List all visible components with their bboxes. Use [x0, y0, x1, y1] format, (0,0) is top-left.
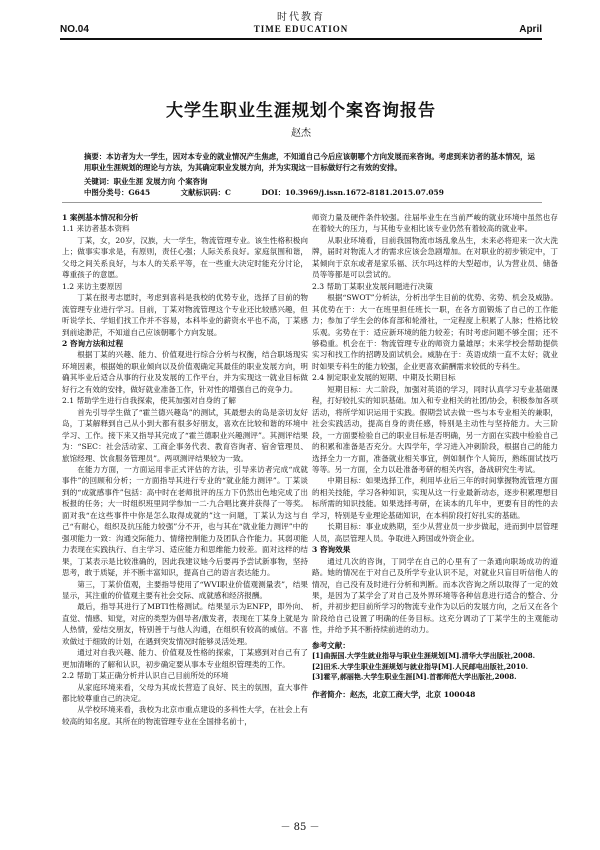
- paragraph: 最后，指导其进行了MBTI性格测试。结果显示为ENFP，即外向、直觉、情感、知觉，对应的类型为倡导者/激发者，表现在丁某身上就是为人热情，爱结交朋友，特别善于与他人沟通，在组织有较高的威信。不喜欢做过于细致的计划，在遇到突发情况时能够灵活处理。: [62, 602, 308, 646]
- author-affiliation: 作者简介：赵杰，北京工商大学，北京 100048: [312, 689, 476, 699]
- journal-name-en: TIME EDUCATION: [253, 24, 349, 34]
- paragraph: 在能力方面，一方面运用非正式评估的方法，引导来访者完成“成就事件”的回顾和分析；一方面指导其进行专业的“就业能力测评”。丁某谈到的“成就感事件”包括：高中时在老师批评的压力下仍然出色地完成了出板报的任务；大一时组织班里同学参加一二·九合唱比赛并获得了一等奖。面对我“在这些事件中你是怎么取得成就的”这一问题，丁某认为这与自己“有耐心，组织及抗压能力较强”分不开，也与其在“就业能力测评”中的强项能力一致：沟通交际能力、情绪控制能力及团队合作能力。其弱项能力表现在实践执行、自主学习、适应能力和思维能力较差。面对这样的结果，丁某表示是比较准确的，因此我建议她今后要再予尝试新事物，坚持思考，敢于质疑，并不断丰富知识，提高自己的语言表达能力。: [62, 464, 308, 578]
- article-author: 赵杰: [291, 128, 311, 139]
- paragraph: 根据丁某的兴趣、能力、价值观进行综合分析与权衡，结合职场现实环境因素，根据她的职业倾向以及价值观确定其最佳的职业发展方向，明确其毕业后适合从事的行业及发展的工作平台，并为实现这一就业目标做好行之有效的安排，做好就业准备工作，针对性的增强自己的竞争力。: [62, 350, 308, 394]
- issue-month: April: [519, 24, 542, 35]
- divider: [62, 202, 542, 203]
- document-code: 文献标识码：C: [180, 188, 231, 197]
- paragraph: 通过对自我兴趣、能力、价值观及性格的探索，丁某感到对自己有了更加清晰的了解和认识，初步确定要从事本专业组织管理类的工作。: [62, 648, 308, 669]
- article-title: 大学生职业生涯规划个案咨询报告: [166, 101, 436, 121]
- paragraph: 长期目标：事业成熟期，至少从营业员一步步做起，进而到中层管理人员，高层管理人员。争取进入跨国或外资企业。: [312, 522, 558, 543]
- left-column: [62, 212, 308, 727]
- issue-number: NO.04: [60, 24, 89, 35]
- subsection-heading: 2.1 帮助学生进行自我探索，使其加强对自身的了解: [62, 396, 236, 406]
- doi: DOI：10.3969/j.issn.1672-8181.2015.07.059: [261, 188, 444, 197]
- keywords-text: 职业生涯 发展方向 个案咨询: [113, 177, 208, 186]
- paragraph: 通过几次的咨询，丁同学在自己的心里有了一条通向职场成功的道路。她的情况在于对自己及所学专业认识不足，对就业只盲目听信他人的情况，自己没有及时进行分析和判断。而本次咨询之所以取得了一定的效果，是因为了某学会了对自己及外界环境等各种信息进行适合的整合、分析，并初步把目前所学习的物流专业作为以后的发展方向，之后又在各个阶段给自己设置了明确的任务目标。这充分调动了丁某学生的主观能动性，并给予其不断持续前进的动力。: [312, 556, 558, 635]
- subsection-heading: 1.1 来访者基本资料: [62, 224, 130, 234]
- reference-item: [1]曲振国.大学生就业指导与职业生涯规划[M].清华大学出版社,2008.: [312, 651, 536, 661]
- paragraph: 根据“SWOT”分析法，分析出学生目前的优势、劣势、机会及威胁。其优势在于：大一在班里担任班长一职，在各方面锻炼了自己的工作能力；参加了学生会的体育部和轮滑社，一定程度上积累了人脉；性格比较乐观。劣势在于：适应新环境的能力较差；有时考虑问题不够全面；还不够稳重。机会在于：物流管理专业的师资力量雄厚；未来学校会帮助提供实习和找工作的招聘及面试机会。威胁在于：英语成绩一直不太好；就业时如果专科生的能力较强，企业更喜欢薪酬需求较低的专科生。: [312, 293, 558, 371]
- section-heading: 3 咨询效果: [312, 545, 351, 555]
- subsection-heading: 1.2 来访主要原因: [62, 281, 123, 291]
- paragraph: 第三，丁某价值观，主要指导使用了“WVI职业价值观测量表”，结果显示，其注重的价值观主要有社会交际、成就感和经济报酬。: [62, 579, 308, 600]
- paragraph: 师资力量及硬件条件较强。往届毕业生在当前严峻的就业环境中虽然也存在着较大的压力，与其他专业相比该专业仍然有着较高的就业率。: [312, 213, 558, 234]
- paragraph: 从家庭环境来看，父母为其成长营造了良好、民主的氛围，直大事件都比较尊重自己的决定。: [62, 682, 308, 704]
- paragraph: 丁某在报考志愿时，考虑到喜科是我校的优势专业，选择了目前的物流管理专业进行学习。目前，丁某对物流管理这个专业还比较感兴趣，但听说学长、学姐们找工作并不容易，本科毕业的薪资水平也不高，丁某感到前途渺茫，不知道自己应该朝哪个方向发展。: [62, 293, 308, 337]
- keywords: [84, 176, 538, 187]
- paragraph: 短期目标：大二阶段，加强对英语的学习，同时认真学习专业基础课程，打好较扎实的知识基础。加入和专业相关的社团/协会，积极参加各项活动，将所学知识运用于实践。假期尝试去做一些与本专业相关的兼职，社会实践活动，提高自身的责任感，特别是主动性与坚持能力。大三阶段，一方面要检验自己的职业目标是否明确，另一方面在实践中检验自己的积累和准备是否充分。大四学年，学习进入冲刺阶段，根据自己的能力选择全力一方面，准备就业相关事宜，例如制作个人简历，熟练面试技巧等等。另一方面，全力以赴准备考研的相关内容，备战研究生考试。: [312, 384, 558, 474]
- paragraph: 丁某，女，20岁，汉族，大一学生，物流管理专业。该生性格积极向上；做事实事求是，有原则，责任心强；人际关系良好。家庭氛围和谐，父母之间关系良好，与本人的关系平等，在一些重大决定时能充分讨论，尊重孩子的意愿。: [62, 235, 308, 280]
- reference-item: [3]霍平,郝丽艳.大学生职业生涯[M].首都师范大学出版社,2008.: [312, 672, 517, 682]
- subsection-heading: 2.2 帮助丁某正确分析并认识自己目前所处的环境: [62, 671, 229, 681]
- abstract-text: 本访者为大一学生，因对本专业的就业情况产生焦虑，不知道自己今后应该朝哪个方向发展而来咨询。考虑到来访者的基本情况，运用职业生涯规划的理论与方法，为其确定职业发展方向，并为实现这一目标做好行之有效的安排。: [84, 152, 535, 172]
- reference-item: [2]田禾.大学生职业生涯规划与就业指导[M].人民邮电出版社,2010.: [312, 661, 529, 671]
- section-heading: 2 咨询方法和过程: [62, 338, 124, 348]
- page-header: [60, 8, 542, 94]
- keywords-label: 关键词：: [84, 177, 114, 186]
- page-number: － 85 －: [280, 822, 320, 833]
- abstract-label: 摘要：: [84, 152, 107, 161]
- subsection-heading: 2.3 帮助丁某职业发展问题进行决策: [312, 281, 433, 291]
- classification-meta: [84, 187, 538, 198]
- header-bar: [60, 20, 542, 40]
- section-heading: 1 案例基本情况和分析: [62, 213, 139, 222]
- abstract: [84, 151, 538, 173]
- references-heading: 参考文献：: [312, 640, 350, 650]
- clc-number: 中图分类号：G645: [84, 188, 151, 197]
- right-column: [312, 212, 558, 700]
- journal-name-cn: 时代教育: [277, 12, 325, 23]
- paragraph: 首先引导学生做了“霍兰德兴趣岛”的测试，其最想去的岛是亲切友好岛，丁某解释到自己从小到大都有很多好朋友，喜欢在比较和谐的环境中学习、工作。接下来又指导其完成了“霍兰德职业兴趣测评”。其测评结果为：“SEC：社会活动家、工商企事务代表、教育咨询者、宿舍管理员、旅馆经理、饮食服务管理员”。两项测评结果较为一致。: [62, 407, 308, 463]
- subsection-heading: 2.4 制定职业发展的短期、中期及长期目标: [312, 373, 456, 383]
- paragraph: 从学校环境来看，我校为北京市重点建设的多科性大学，在社会上有较高的知名度。其所在的物流管理专业在全国排名前十，: [62, 705, 308, 726]
- paragraph: 从职业环境看，目前我国物流市场乱象丛生，未来必将迎来一次大洗牌，届时对物流人才的需求应该会急剧增加。在对职业的初步锁定中，丁某倾向于京东或者是家乐福、沃尔玛这样的大型超市，认为营业员、储备员等等都是可以尝试的。: [312, 235, 558, 280]
- paragraph: 中期目标：如果选择工作，利用毕业后三年的时间掌握物流管理方面的相关技能，学习各种知识，实现从这一行业最新动态，逐步积累理想目标所需的知识技能。如果选择考研，在读本的几年中，更要有目的性的去学习，特别是专业理论基础知识，在本科阶段打好扎实的基础。: [312, 476, 558, 520]
